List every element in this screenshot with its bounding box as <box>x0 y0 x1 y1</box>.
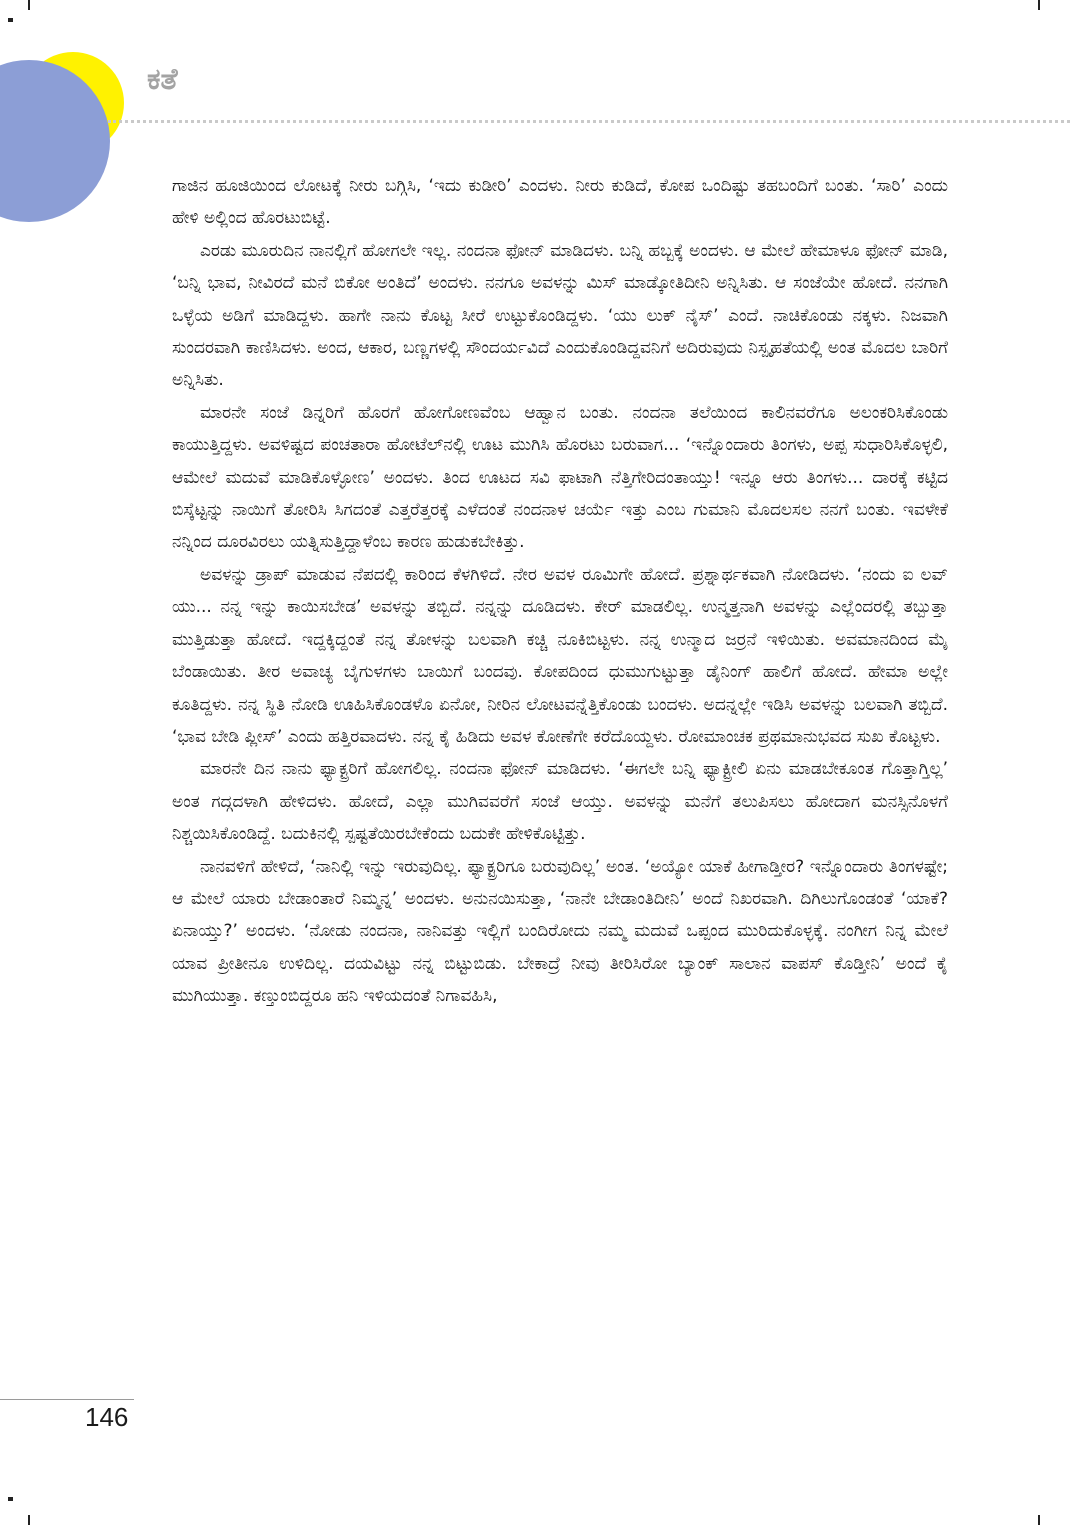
crop-mark-top-right <box>1038 0 1040 10</box>
crop-mark-bottom-mid <box>28 1515 30 1525</box>
crop-mark-bottom-left <box>8 1497 13 1501</box>
paragraph: ಮಾರನೇ ದಿನ ನಾನು ಫ್ಯಾಕ್ಟ್ರರಿಗೆ ಹೋಗಲಿಲ್ಲ. ನಂದನಾ ಫೋನ್ ಮಾಡಿದಳು. ‘ಈಗಲೇ ಬನ್ನಿ ಫ್ಯಾಕ್ಟ್ರೀಲಿ ಏನು ಮಾಡಬೇಕೂಂತ ಗೊತ್ತಾಗ್ತಿಲ್ಲ’ ಅಂತ ಗದ್ಗದಳಾಗಿ ಹೇಳಿದಳು. ಹೋದೆ, ಎಲ್ಲಾ ಮುಗಿವವರೆಗೆ ಸಂಜೆ ಆಯ್ತು. ಅವಳನ್ನು ಮನೆಗೆ ತಲುಪಿಸಲು ಹೋದಾಗ ಮನಸ್ಸಿನೊಳಗೆ ನಿಶ್ಚಯಿಸಿಕೊಂಡಿದ್ದೆ. ಬದುಕಿನಲ್ಲಿ ಸ್ಪಷ್ಟತೆಯಿರಬೇಕೆಂದು ಬದುಕೇ ಹೇಳಿಕೊಟ್ಟಿತ್ತು. <box>172 759 948 845</box>
page-number: 146 <box>85 1402 129 1432</box>
crop-mark-top-left <box>8 18 13 22</box>
paragraph: ನಾನವಳಿಗೆ ಹೇಳಿದೆ, ‘ನಾನಿಲ್ಲಿ ಇನ್ನು ಇರುವುದಿಲ್ಲ. ಫ್ಯಾಕ್ಟ್ರರಿಗೂ ಬರುವುದಿಲ್ಲ’ ಅಂತ. ‘ಅಯ್ಯೋ ಯಾಕೆ ಹೀಗಾಡ್ತೀರ? ಇನ್ನೊಂದಾರು ತಿಂಗಳಷ್ಟೇ; ಆ ಮೇಲೆ ಯಾರು ಬೇಡಾಂತಾರೆ ನಿಮ್ಮನ್ನ’ ಅಂದಳು. ಅನುನಯಿಸುತ್ತಾ, ‘ನಾನೇ ಬೇಡಾಂತಿದೀನಿ’ ಅಂದೆ ನಿಖರವಾಗಿ. ದಿಗಿಲುಗೊಂಡಂತೆ ‘ಯಾಕೆ? ಏನಾಯ್ತು?’ ಅಂದಳು. ‘ನೋಡು ನಂದನಾ, ನಾನಿವತ್ತು ಇಲ್ಲಿಗೆ ಬಂದಿರೋದು ನಮ್ಮ ಮದುವೆ ಒಪ್ಪಂದ ಮುರಿದುಕೊಳ್ಳಕ್ಕೆ. ನಂಗೀಗ ನಿನ್ನ ಮೇಲೆ ಯಾವ ಪ್ರೀತೀನೂ ಉಳಿದಿಲ್ಲ. ದಯವಿಟ್ಟು ನನ್ನ ಬಿಟ್ಟುಬಿಡು. ಬೇಕಾದ್ರೆ ನೀವು ತೀರಿಸಿರೋ ಬ್ಯಾಂಕ್ ಸಾಲಾನ ವಾಪಸ್ ಕೊಡ್ತೀನಿ’ ಅಂದೆ ಕೈ ಮುಗಿಯುತ್ತಾ. ಕಣ್ತುಂಬಿದ್ದರೂ ಹನಿ ಇಳಿಯದಂತೆ ನಿಗಾವಹಿಸಿ, <box>172 856 948 1007</box>
section-title: ಕತೆ <box>147 62 178 97</box>
paragraph: ಗಾಜಿನ ಹೂಜಿಯಿಂದ ಲೋಟಕ್ಕೆ ನೀರು ಬಗ್ಗಿಸಿ, ‘ಇದು ಕುಡೀರಿ’ ಎಂದಳು. ನೀರು ಕುಡಿದೆ, ಕೋಪ ಒಂದಿಷ್ಟು ತಹಬಂದಿಗೆ ಬಂತು. ‘ಸಾರಿ’ ಎಂದು ಹೇಳಿ ಅಲ್ಲಿಂದ ಹೊರಟುಬಿಟ್ಟೆ. <box>172 176 948 229</box>
paragraph: ಅವಳನ್ನು ಡ್ರಾಪ್ ಮಾಡುವ ನೆಪದಲ್ಲಿ ಕಾರಿಂದ ಕೆಳಗಿಳಿದೆ. ನೇರ ಅವಳ ರೂಮಿಗೇ ಹೋದೆ. ಪ್ರಶ್ನಾರ್ಥಕವಾಗಿ ನೋಡಿದಳು. ‘ನಂದು ಐ ಲವ್ ಯು... ನನ್ನ ಇನ್ನು ಕಾಯಿಸಬೇಡ’ ಅವಳನ್ನು ತಬ್ಬಿದೆ. ನನ್ನನ್ನು ದೂಡಿದಳು. ಕೇರ್ ಮಾಡಲಿಲ್ಲ. ಉನ್ಮತ್ತನಾಗಿ ಅವಳನ್ನು ಎಲ್ಲೆಂದರಲ್ಲಿ ತಬ್ಬುತ್ತಾ ಮುತ್ತಿಡುತ್ತಾ ಹೋದೆ. ಇದ್ದಕ್ಕಿದ್ದಂತೆ ನನ್ನ ತೋಳನ್ನು ಬಲವಾಗಿ ಕಚ್ಚಿ ನೂಕಿಬಿಟ್ಟಳು. ನನ್ನ ಉನ್ಮಾದ ಜರ್ರನೆ ಇಳಿಯಿತು. ಅವಮಾನದಿಂದ ಮೈ ಬೆಂಡಾಯಿತು. ತೀರ ಅವಾಚ್ಯ ಬೈಗುಳಗಳು ಬಾಯಿಗೆ ಬಂದವು. ಕೋಪದಿಂದ ಧುಮುಗುಟ್ಟುತ್ತಾ ಡೈನಿಂಗ್ ಹಾಲಿಗೆ ಹೋದೆ. ಹೇಮಾ ಅಲ್ಲೇ ಕೂತಿದ್ದಳು. ನನ್ನ ಸ್ಥಿತಿ ನೋಡಿ ಊಹಿಸಿಕೊಂಡಳೊ ಏನೋ, ನೀರಿನ ಲೋಟವನ್ನೆತ್ತಿಕೊಂಡು ಬಂದಳು. ಅದನ್ನಲ್ಲೇ ಇಡಿಸಿ ಅವಳನ್ನು ಬಲವಾಗಿ ತಬ್ಬಿದೆ. ‘ಭಾವ ಬೇಡಿ ಪ್ಲೀಸ್’ ಎಂದು ಹತ್ತಿರವಾದಳು. ನನ್ನ ಕೈ ಹಿಡಿದು ಅವಳ ಕೋಣೆಗೇ ಕರೆದೊಯ್ದಳು. ರೋಮಾಂಚಕ ಪ್ರಥಮಾನುಭವದ ಸುಖ ಕೊಟ್ಟಳು. <box>172 564 948 747</box>
story-body <box>172 170 948 1013</box>
crop-mark-top-mid <box>28 0 30 10</box>
paragraph: ಎರಡು ಮೂರುದಿನ ನಾನಲ್ಲಿಗೆ ಹೋಗಲೇ ಇಲ್ಲ. ನಂದನಾ ಫೋನ್ ಮಾಡಿದಳು. ಬನ್ನಿ ಹಬ್ಬಕ್ಕೆ ಅಂದಳು. ಆ ಮೇಲೆ ಹೇಮಾಳೂ ಫೋನ್ ಮಾಡಿ, ‘ಬನ್ನಿ ಭಾವ, ನೀವಿರದೆ ಮನೆ ಬಿಕೋ ಅಂತಿದೆ’ ಅಂದಳು. ನನಗೂ ಅವಳನ್ನು ಮಿಸ್ ಮಾಡ್ಕೋತಿದೀನಿ ಅನ್ನಿಸಿತು. ಆ ಸಂಜೆಯೇ ಹೋದೆ. ನನಗಾಗಿ ಒಳ್ಳೆಯ ಅಡಿಗೆ ಮಾಡಿದ್ದಳು. ಹಾಗೇ ನಾನು ಕೊಟ್ಟ ಸೀರೆ ಉಟ್ಟುಕೊಂಡಿದ್ದಳು. ‘ಯು ಲುಕ್ ನೈಸ್’ ಎಂದೆ. ನಾಚಿಕೊಂಡು ನಕ್ಕಳು. ನಿಜವಾಗಿ ಸುಂದರವಾಗಿ ಕಾಣಿಸಿದಳು. ಅಂದ, ಆಕಾರ, ಬಣ್ಣಗಳಲ್ಲಿ ಸೌಂದರ್ಯವಿದೆ ಎಂದುಕೊಂಡಿದ್ದವನಿಗೆ ಅದಿರುವುದು ನಿಸ್ಪೃಹತೆಯಲ್ಲಿ ಅಂತ ಮೊದಲ ಬಾರಿಗೆ ಅನ್ನಿಸಿತು. <box>172 240 948 391</box>
footer-rule <box>0 1399 134 1400</box>
crop-mark-bottom-right <box>1038 1515 1040 1525</box>
dotted-divider <box>108 120 1070 123</box>
paragraph: ಮಾರನೇ ಸಂಜೆ ಡಿನ್ನರಿಗೆ ಹೊರಗೆ ಹೋಗೋಣವೆಂಬ ಆಹ್ವಾನ ಬಂತು. ನಂದನಾ ತಲೆಯಿಂದ ಕಾಲಿನವರೆಗೂ ಅಲಂಕರಿಸಿಕೊಂಡು ಕಾಯುತ್ತಿದ್ದಳು. ಅವಳಿಷ್ಟದ ಪಂಚತಾರಾ ಹೋಟೆಲ್‌ನಲ್ಲಿ ಊಟ ಮುಗಿಸಿ ಹೊರಟು ಬರುವಾಗ... ‘ಇನ್ನೊಂದಾರು ತಿಂಗಳು, ಅಪ್ಪ ಸುಧಾರಿಸಿಕೊಳ್ಳಲಿ, ಆಮೇಲೆ ಮದುವೆ ಮಾಡಿಕೊಳ್ಳೋಣ’ ಅಂದಳು. ತಿಂದ ಊಟದ ಸವಿ ಫಾಟಾಗಿ ನೆತ್ತಿಗೇರಿದಂತಾಯ್ತು! ಇನ್ನೂ ಆರು ತಿಂಗಳು... ದಾರಕ್ಕೆ ಕಟ್ಟಿದ ಬಿಸ್ಕೆಟ್ಟನ್ನು ನಾಯಿಗೆ ತೋರಿಸಿ ಸಿಗದಂತೆ ಎತ್ತರೆತ್ತರಕ್ಕೆ ಎಳೆದಂತೆ ನಂದನಾಳ ಚರ್ಯೆ ಇತ್ತು ಎಂಬ ಗುಮಾನಿ ಮೊದಲಸಲ ನನಗೆ ಬಂತು. ಇವಳೇಕೆ ನನ್ನಿಂದ ದೂರವಿರಲು ಯತ್ನಿಸುತ್ತಿದ್ದಾಳೆಂಬ ಕಾರಣ ಹುಡುಕಬೇಕಿತ್ತು. <box>172 402 948 553</box>
